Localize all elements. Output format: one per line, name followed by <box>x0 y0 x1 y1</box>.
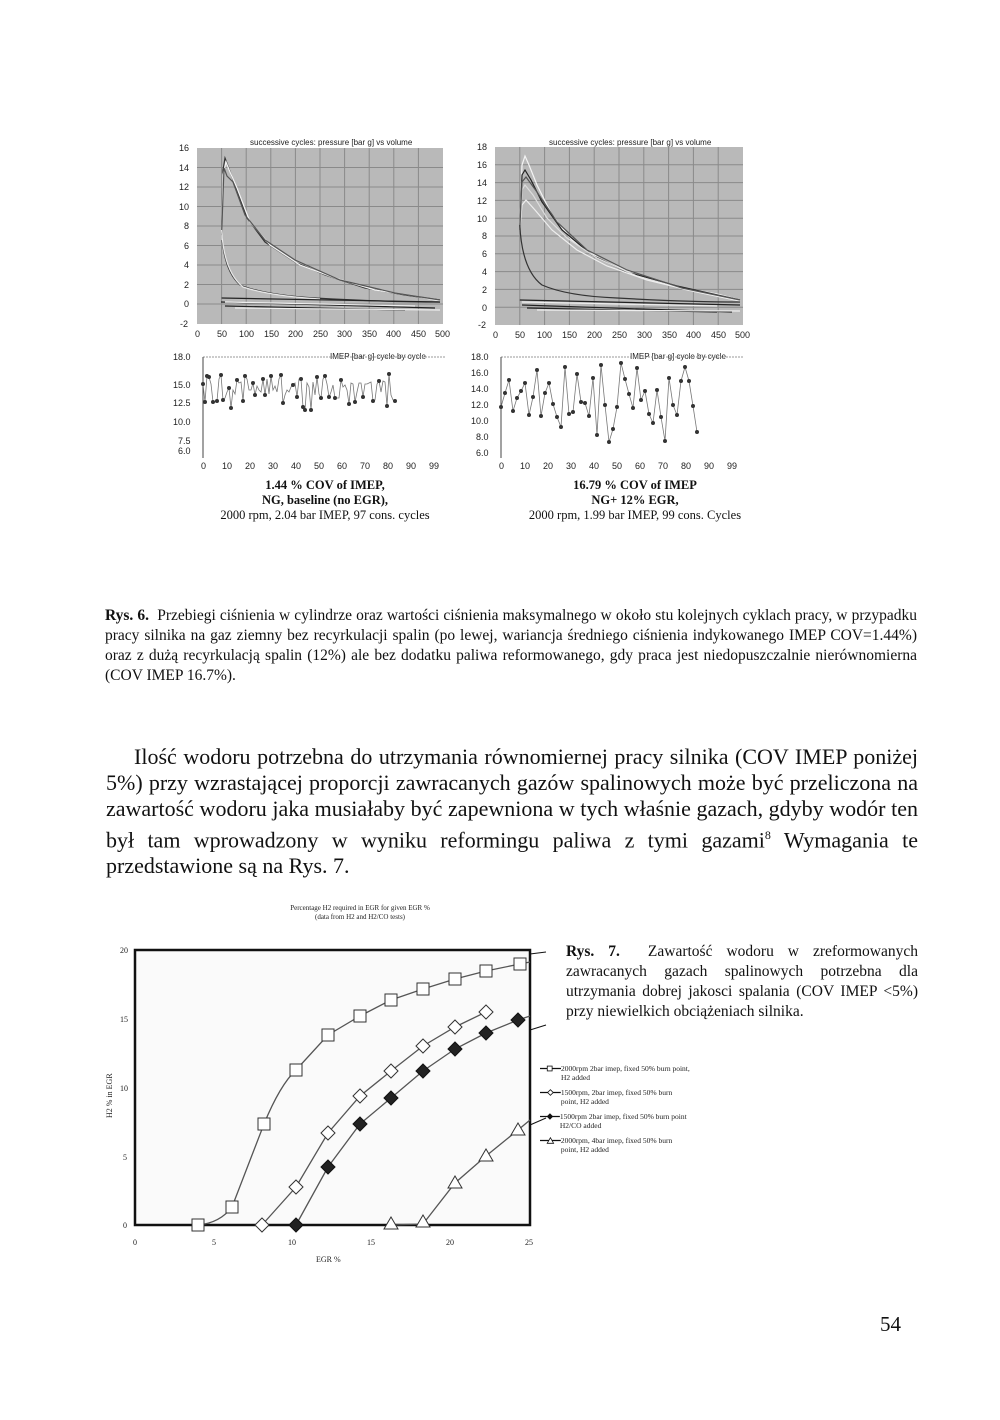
figure-6-caption <box>105 606 917 686</box>
svg-text:400: 400 <box>386 329 402 339</box>
left-subcaption-line3: 2000 rpm, 2.04 bar IMEP, 97 cons. cycles <box>220 508 430 522</box>
svg-text:10: 10 <box>222 461 233 471</box>
svg-text:8.0: 8.0 <box>476 432 489 442</box>
svg-text:90: 90 <box>704 461 715 471</box>
svg-text:10: 10 <box>288 1238 296 1247</box>
svg-text:18: 18 <box>477 142 488 152</box>
svg-text:450: 450 <box>711 330 727 340</box>
svg-text:0: 0 <box>493 330 499 340</box>
svg-text:4: 4 <box>482 267 488 277</box>
svg-text:25: 25 <box>525 1238 533 1247</box>
figure-7-legend <box>540 1064 690 1154</box>
svg-text:99: 99 <box>727 461 738 471</box>
svg-text:-2: -2 <box>478 320 487 330</box>
svg-text:350: 350 <box>362 329 378 339</box>
legend-item-triangle <box>540 1136 690 1154</box>
svg-text:150: 150 <box>264 329 280 339</box>
svg-text:2: 2 <box>184 280 190 290</box>
svg-text:10: 10 <box>520 461 531 471</box>
legend-label: 1500rpm, 2bar imep, fixed 50% burn point, H2 added <box>560 1088 673 1106</box>
svg-text:300: 300 <box>337 329 353 339</box>
svg-text:40: 40 <box>291 461 302 471</box>
svg-text:7.5: 7.5 <box>178 436 191 446</box>
legend-item-square <box>540 1064 690 1082</box>
svg-text:8: 8 <box>482 231 488 241</box>
figure-7-title-line2: (data from H2 and H2/CO tests) <box>314 913 405 921</box>
svg-text:2: 2 <box>482 285 488 295</box>
legend-label: 2000rpm 2bar imep, fixed 50% burn point, H2 added <box>561 1064 690 1082</box>
figure-7-title <box>250 904 470 922</box>
svg-text:300: 300 <box>637 330 653 340</box>
svg-text:200: 200 <box>587 330 603 340</box>
svg-text:0: 0 <box>499 461 505 471</box>
svg-text:20: 20 <box>245 461 256 471</box>
svg-text:50: 50 <box>515 330 526 340</box>
svg-text:30: 30 <box>268 461 279 471</box>
svg-text:12: 12 <box>179 182 190 192</box>
svg-text:450: 450 <box>411 329 427 339</box>
svg-text:60: 60 <box>337 461 348 471</box>
svg-text:5: 5 <box>212 1238 216 1247</box>
left-imep-chart <box>165 348 461 473</box>
svg-text:30: 30 <box>566 461 577 471</box>
svg-text:350: 350 <box>662 330 678 340</box>
right-pv-chart <box>467 130 767 345</box>
svg-text:16.0: 16.0 <box>471 368 489 378</box>
svg-text:50: 50 <box>612 461 623 471</box>
figure-7-title-line1: Percentage H2 required in EGR for given EGR % <box>290 904 430 912</box>
svg-text:200: 200 <box>288 329 304 339</box>
paragraph-text-end: Wymagania te przedstawione są na Rys. 7. <box>106 827 918 879</box>
svg-text:16: 16 <box>179 143 190 153</box>
body-paragraph <box>106 744 918 879</box>
figure-6-label: Rys. 6. <box>105 607 150 624</box>
svg-text:0: 0 <box>184 299 190 309</box>
figure-7-label: Rys. 7. <box>566 943 620 960</box>
svg-text:0: 0 <box>482 303 488 313</box>
left-subcaption-line2: NG, baseline (no EGR), <box>261 493 389 507</box>
right-subcaption <box>490 478 780 523</box>
right-imep-panel <box>467 348 767 473</box>
svg-text:0: 0 <box>123 1221 127 1230</box>
svg-text:12: 12 <box>477 196 488 206</box>
legend-item-filled-diamond <box>540 1112 690 1130</box>
svg-text:60: 60 <box>635 461 646 471</box>
open-diamond-marker-icon <box>540 1088 561 1097</box>
legend-item-open-diamond <box>540 1088 690 1106</box>
svg-text:18.0: 18.0 <box>471 352 489 362</box>
svg-text:250: 250 <box>313 329 329 339</box>
left-subcaption-line1: 1.44 % COV of IMEP, <box>265 478 385 492</box>
svg-text:4: 4 <box>184 260 190 270</box>
svg-text:14: 14 <box>179 163 190 173</box>
open-square-marker-icon <box>540 1064 561 1073</box>
svg-text:6: 6 <box>482 249 488 259</box>
svg-text:400: 400 <box>686 330 702 340</box>
left-pv-title: successive cycles: pressure [bar g] vs volume <box>250 138 413 147</box>
svg-text:5: 5 <box>123 1153 127 1162</box>
svg-text:10.0: 10.0 <box>471 416 489 426</box>
svg-text:50: 50 <box>314 461 325 471</box>
svg-text:15.0: 15.0 <box>173 380 191 390</box>
svg-text:20: 20 <box>446 1238 454 1247</box>
footnote-ref: 8 <box>764 828 771 842</box>
legend-label: 2000rpm, 4bar imep, fixed 50% burn point, H2 added <box>560 1136 673 1154</box>
svg-text:70: 70 <box>360 461 371 471</box>
svg-text:500: 500 <box>735 330 751 340</box>
left-subcaption <box>180 478 470 523</box>
svg-text:100: 100 <box>537 330 553 340</box>
svg-text:150: 150 <box>562 330 578 340</box>
svg-text:6.0: 6.0 <box>476 448 489 458</box>
svg-text:-2: -2 <box>180 319 189 329</box>
svg-text:12.0: 12.0 <box>471 400 489 410</box>
left-imep-panel <box>165 348 461 473</box>
svg-text:20: 20 <box>543 461 554 471</box>
figure-7-chart <box>100 940 560 1270</box>
right-subcaption-line1: 16.79 % COV of IMEP <box>573 478 697 492</box>
svg-text:8: 8 <box>184 221 190 231</box>
right-subcaption-line3: 2000 rpm, 1.99 bar IMEP, 99 cons. Cycles <box>528 508 742 522</box>
right-imep-chart <box>467 348 767 473</box>
svg-text:10: 10 <box>477 214 488 224</box>
svg-text:0: 0 <box>201 461 207 471</box>
svg-text:12.5: 12.5 <box>173 398 191 408</box>
svg-text:99: 99 <box>429 461 440 471</box>
open-triangle-marker-icon <box>540 1136 561 1145</box>
svg-text:EGR %: EGR % <box>316 1255 341 1264</box>
svg-text:H2 % in EGR: H2 % in EGR <box>105 1073 114 1118</box>
svg-text:0: 0 <box>133 1238 137 1247</box>
svg-text:18.0: 18.0 <box>173 352 191 362</box>
svg-text:80: 80 <box>383 461 394 471</box>
page-number: 54 <box>880 1312 901 1336</box>
svg-text:50: 50 <box>217 329 228 339</box>
svg-text:80: 80 <box>681 461 692 471</box>
svg-text:20: 20 <box>120 946 128 955</box>
svg-text:0: 0 <box>195 329 201 339</box>
svg-text:10.0: 10.0 <box>173 417 191 427</box>
svg-text:10: 10 <box>120 1084 128 1093</box>
svg-text:40: 40 <box>589 461 600 471</box>
left-pv-chart <box>165 130 461 345</box>
svg-text:70: 70 <box>658 461 669 471</box>
left-pv-panel <box>165 130 461 345</box>
paragraph-text: Ilość wodoru potrzebna do utrzymania równomiernej pracy silnika (COV IMEP poniżej 5%) przy wzrastającej proporcji zawracanych gazów spalinowych może być przeliczona na zawartość wodoru jaka musiałaby być zapewniona w tych właśnie gazach, gdyby wodór ten był tam wprowadzony w wyniku reformingu paliwa z tymi gazami <box>106 744 918 853</box>
svg-text:6.0: 6.0 <box>178 446 191 456</box>
right-imep-title: IMEP [bar g] cycle by cycle <box>630 352 726 361</box>
svg-text:250: 250 <box>612 330 628 340</box>
figure-7-caption <box>566 942 918 1022</box>
right-pv-title: successive cycles: pressure [bar g] vs volume <box>549 138 712 147</box>
figure-6-caption-text: Przebiegi ciśnienia w cylindrze oraz wartości ciśnienia maksymalnego w około stu kolejnych cyklach pracy, w przypadku pracy silnika na gaz ziemny bez recyrkulacji spalin (po lewej, wariancja średniego ciśnienia indykowanego IMEP COV=1.44%) oraz z dużą recyrkulacją spalin (12%) ale bez dodatku paliwa reformowanego, gdy praca jest niedopuszczalnie nierównomierna (COV IMEP 16.7%). <box>105 607 917 684</box>
right-subcaption-line2: NG+ 12% EGR, <box>591 493 679 507</box>
right-pv-panel <box>467 130 767 345</box>
svg-text:10: 10 <box>179 202 190 212</box>
svg-text:15: 15 <box>367 1238 375 1247</box>
svg-text:16: 16 <box>477 160 488 170</box>
svg-text:500: 500 <box>435 329 451 339</box>
svg-text:14: 14 <box>477 178 488 188</box>
figure-6 <box>165 130 775 475</box>
figure-7-caption-text: Zawartość wodoru w zreformowanych zawracanych gazach spalinowych potrzebna dla utrzymania dobrej jakosci spalania (COV IMEP <5%) przy niewielkich obciążeniach silnika. <box>566 943 919 1020</box>
svg-text:90: 90 <box>406 461 417 471</box>
svg-text:15: 15 <box>120 1015 128 1024</box>
legend-label: 1500rpm 2bar imep, fixed 50% burn point H2/CO added <box>559 1112 687 1130</box>
svg-text:100: 100 <box>239 329 255 339</box>
svg-text:6: 6 <box>184 241 190 251</box>
filled-diamond-marker-icon <box>540 1112 560 1121</box>
svg-text:14.0: 14.0 <box>471 384 489 394</box>
left-imep-title: IMEP [bar g] cycle by cycle <box>330 352 426 361</box>
